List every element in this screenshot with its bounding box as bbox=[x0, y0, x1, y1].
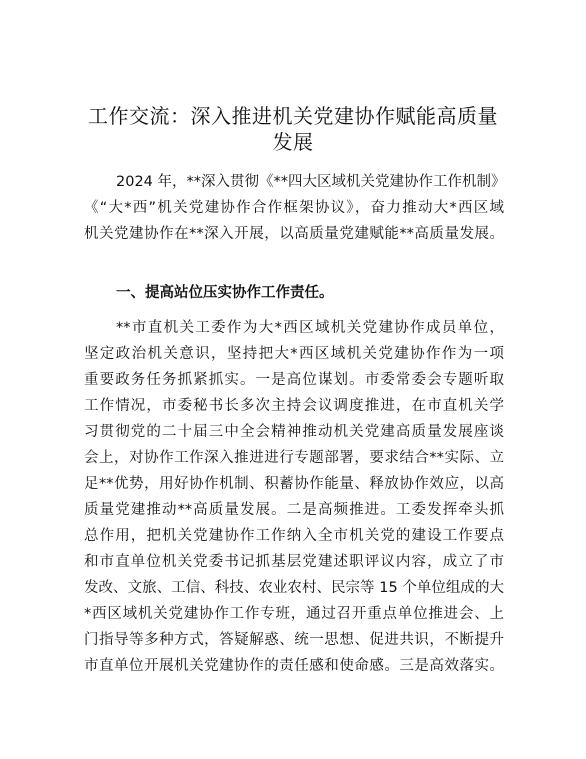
body-line: 坚定政治机关意识，坚持把大*西区域机关党建协作作为一项 bbox=[84, 346, 504, 362]
body-line: 工作情况，市委秘书长多次主持会议调度推进，在市直机关学 bbox=[84, 398, 504, 414]
body-line: 市直单位开展机关党建协作的责任感和使命感。三是高效落实。 bbox=[84, 658, 504, 674]
body-line: 门指导等多种方式，答疑解惑、统一思想、促进共识，不断提升 bbox=[84, 632, 504, 648]
body-line: 会上，对协作工作深入推进进行专题部署，要求结合**实际、立 bbox=[84, 450, 504, 466]
body-line: 和市直单位机关党委书记抓基层党建述职评议内容，成立了市 bbox=[84, 554, 504, 570]
intro-line: 《“大*西”机关党建协作合作框架协议》，奋力推动大*西区域 bbox=[84, 200, 504, 216]
document-title-line-2: 发展 bbox=[272, 130, 314, 154]
body-line: 发改、文旅、工信、科技、农业农村、民宗等 15 个单位组成的大 bbox=[84, 580, 504, 596]
body-line: 重要政务任务抓紧抓实。一是高位谋划。市委常委会专题听取 bbox=[84, 372, 504, 388]
body-line: 总作用，把机关党建协作工作纳入全市机关党的建设工作要点 bbox=[84, 528, 504, 544]
intro-line: 机关党建协作在**深入开展，以高质量党建赋能**高质量发展。 bbox=[84, 226, 504, 242]
body-line: 足**优势，用好协作机制、积蓄协作能量、释放协作效应，以高 bbox=[84, 476, 504, 492]
section-heading: 一、提高站位压实协作工作责任。 bbox=[116, 285, 334, 301]
body-line: *西区域机关党建协作工作专班，通过召开重点单位推进会、上 bbox=[84, 606, 504, 622]
document-title-line-1: 工作交流：深入推进机关党建协作赋能高质量 bbox=[88, 104, 498, 128]
intro-line: 2024 年，**深入贯彻《**四大区域机关党建协作工作机制》 bbox=[116, 174, 506, 190]
body-line: **市直机关工委作为大*西区域机关党建协作成员单位， bbox=[116, 320, 504, 336]
body-line: 质量党建推动**高质量发展。二是高频推进。工委发挥牵头抓 bbox=[84, 502, 504, 518]
body-line: 习贯彻党的二十届三中全会精神推动机关党建高质量发展座谈 bbox=[84, 424, 504, 440]
